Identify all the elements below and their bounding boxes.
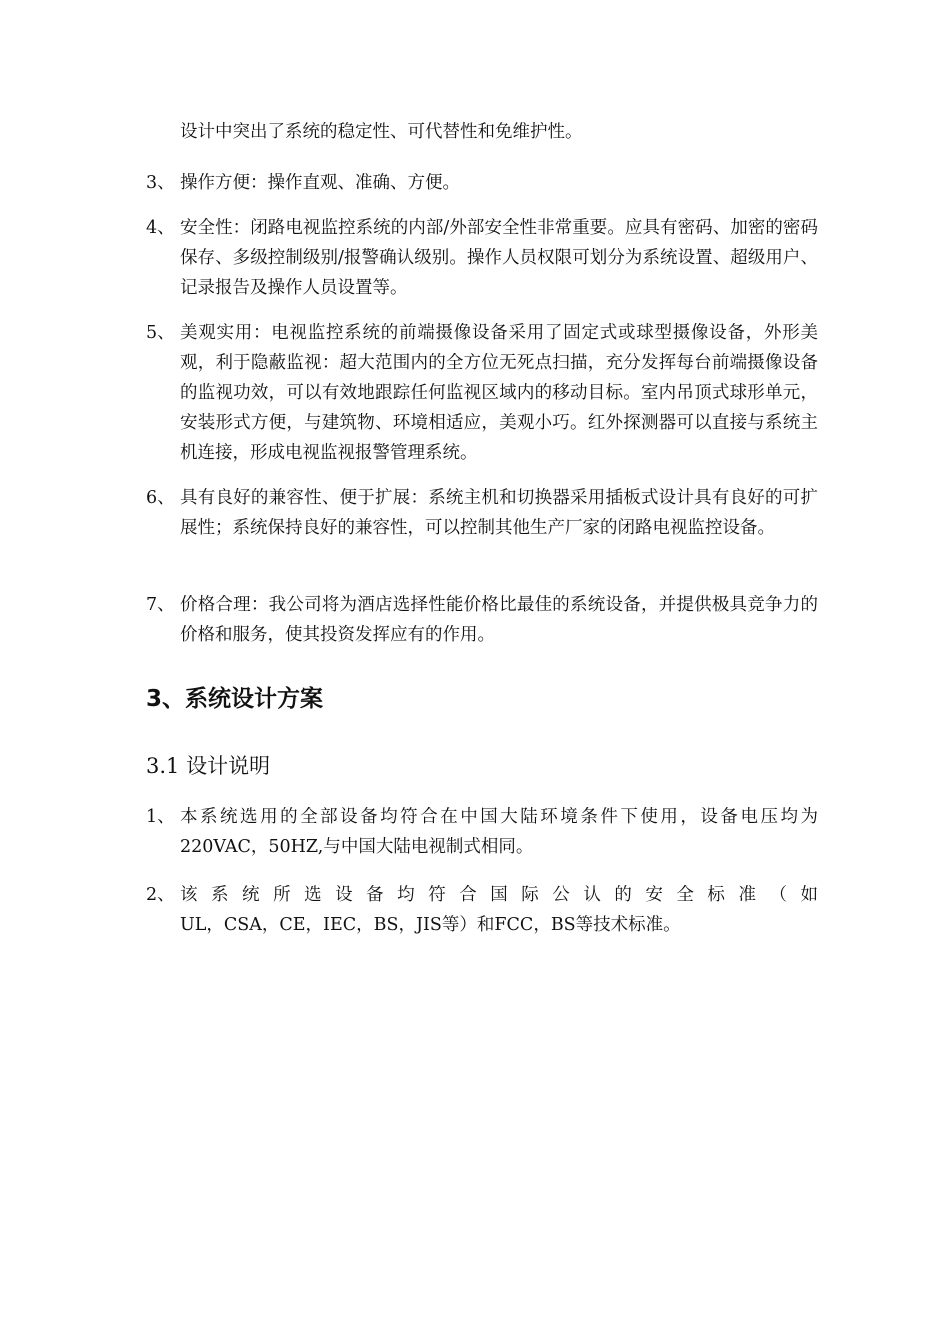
list-number: 7、 <box>146 595 175 615</box>
subsection-title: 3.1 设计说明 <box>146 754 271 778</box>
list-text: 美观实用：电视监控系统的前端摄像设备采用了固定式或球型摄像设备，外形美观，利于隐蔽监视：超大范围内的全方位无死点扫描，充分发挥每台前端摄像设备的监视功效，可以有效地跟踪任何监视区域内的移动目标。室内吊顶式球形单元，安装形式方便，与建筑物、环境相适应，美观小巧。红外探测器可以直接与系统主机连接，形成电视监视报警管理系统。 <box>180 323 818 463</box>
design-note-2 <box>146 880 818 940</box>
list-item-6 <box>146 483 818 543</box>
list-item-5 <box>146 318 818 468</box>
list-item-7 <box>146 590 818 650</box>
list-text-line: 该系统所选设备均符合国际公认的安全标准（如 <box>180 885 818 905</box>
list-item-3 <box>146 168 818 198</box>
list-text: 本系统选用的全部设备均符合在中国大陆环境条件下使用，设备电压均为220VAC，50HZ,与中国大陆电视制式相同。 <box>180 807 818 857</box>
list-text: 价格合理：我公司将为酒店选择性能价格比最佳的系统设备，并提供极具竞争力的价格和服务，使其投资发挥应有的作用。 <box>180 595 818 645</box>
section-title: 3、系统设计方案 <box>146 686 324 712</box>
list-number: 4、 <box>146 218 175 238</box>
list-text: 具有良好的兼容性、便于扩展：系统主机和切换器采用插板式设计具有良好的可扩展性；系统保持良好的兼容性，可以控制其他生产厂家的闭路电视监控设备。 <box>180 488 818 538</box>
list-number: 1、 <box>146 807 175 827</box>
list-item-4 <box>146 213 818 303</box>
list-text: 操作方便：操作直观、准确、方便。 <box>180 173 460 193</box>
design-note-1 <box>146 802 818 862</box>
list-text <box>180 880 818 940</box>
list-number: 2、 <box>146 885 175 905</box>
list-number: 6、 <box>146 488 175 508</box>
continuation-text: 设计中突出了系统的稳定性、可代替性和免维护性。 <box>180 122 583 142</box>
list-text: 安全性：闭路电视监控系统的内部/外部安全性非常重要。应具有密码、加密的密码保存、多级控制级别/报警确认级别。操作人员权限可划分为系统设置、超级用户、记录报告及操作人员设置等。 <box>180 218 818 298</box>
list-number: 5、 <box>146 323 175 343</box>
list-number: 3、 <box>146 173 175 193</box>
list-text-line: UL，CSA，CE，IEC，BS，JIS等）和FCC，BS等技术标准。 <box>180 915 681 935</box>
